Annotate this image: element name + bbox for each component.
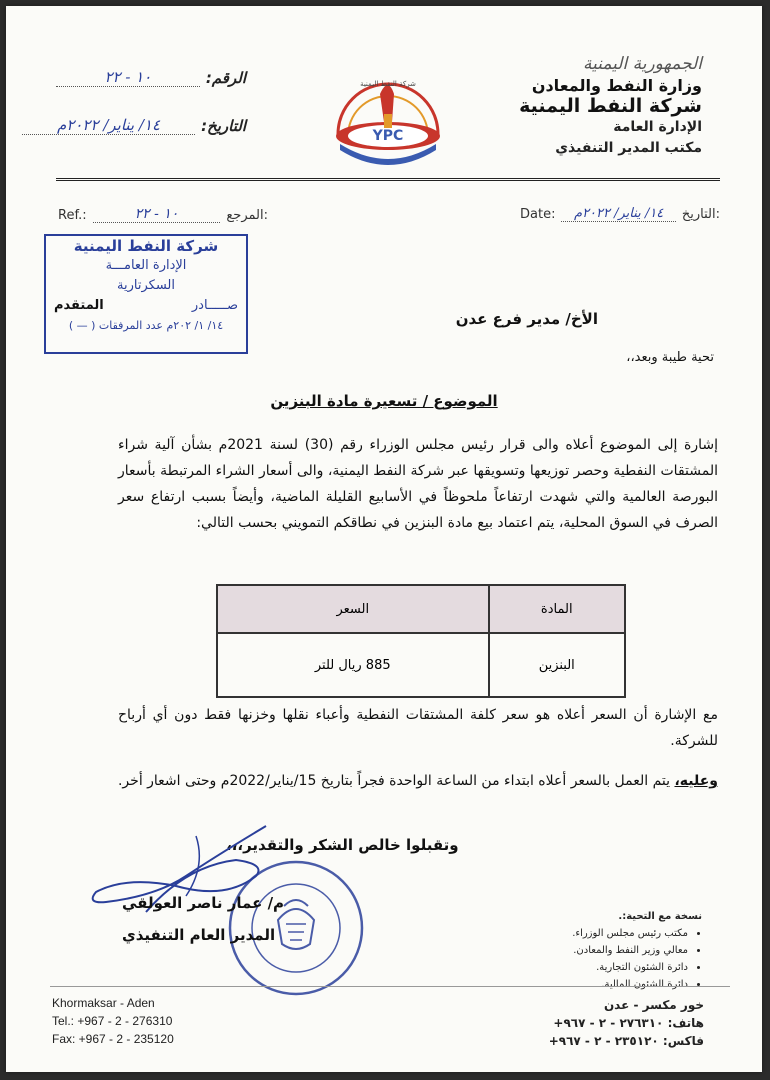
stamp-line-number: المتقدم <box>54 298 104 313</box>
header-ref-value: ١٠ - ٢٢ <box>56 68 200 87</box>
header-divider <box>56 178 720 181</box>
body-paragraph-1: إشارة إلى الموضوع أعلاه والى قرار رئيس مجلس الوزراء رقم (30) لسنة 2021م بشأن آلية شراء المشتقات النفطية وحصر توزيعها وتسويقها عبر شركة النفط اليمنية، والى أسعار الشراء المرتبطة بأسعار البورصة العالمية والتي شهدت ارتفاعاً ملحوظاً في الأسابيع القليلة الماضية، وأيضاً بسبب ارتفاع سعر الصرف في السوق المحلية، يتم اعتماد بيع مادة البنزين في نطاقكم التمويني بحسب التالي: <box>118 437 719 531</box>
footer-address-ar: خور مكسر - عدن <box>603 998 704 1012</box>
republic-title: الجمهورية اليمنية <box>582 54 702 74</box>
list-item: • مكتب رئيس مجلس الوزراء. <box>572 925 688 942</box>
header-date-value: ١٤/ يناير/ ٢٠٢٢م <box>22 116 195 135</box>
list-item: • دائرة الشئون المالية. <box>572 976 688 993</box>
administration-title: الإدارة العامة <box>613 119 702 135</box>
signer-title: المدير العام التنفيذي <box>122 926 276 944</box>
stamp-line-admin: الإدارة العامـــة <box>105 258 187 273</box>
table-header-material: المادة <box>489 585 626 633</box>
header-date-row <box>22 116 246 135</box>
price-table <box>216 584 626 698</box>
header-ref-row <box>56 68 246 87</box>
table-row <box>217 633 625 697</box>
footer-arabic <box>549 996 704 1050</box>
ref-en-label: Ref.: <box>58 208 87 223</box>
table-header-row <box>217 585 625 633</box>
footer-tel-ar: هاتف: ٢٧٦٣١٠ - ٢ - ٩٦٧+ <box>553 1016 704 1030</box>
logo-arc-text: شركة النفط اليمنية <box>360 80 416 88</box>
footer-tel-en: Tel.: +967 - 2 - 276310 <box>52 1014 173 1028</box>
footer-address-en: Khormaksar - Aden <box>52 996 155 1010</box>
date-en-label: Date: <box>520 207 556 222</box>
footer-fax-ar: فاكس: ٢٣٥١٢٠ - ٢ - ٩٦٧+ <box>548 1034 704 1048</box>
ypc-logo <box>318 74 458 184</box>
ministry-title: وزارة النفط والمعادن <box>531 76 702 95</box>
body-paragraph-3-lead: وعليه، <box>674 773 718 789</box>
letterhead-arabic <box>519 54 702 159</box>
closing: وتقبلوا خالص الشكر والتقدير،،، <box>226 836 459 854</box>
date-line <box>520 206 720 222</box>
office-title: مكتب المدير التنفيذي <box>555 140 702 156</box>
stamp-line-outgoing: صـــــادر <box>191 298 238 313</box>
list-item: • دائرة الشئون التجارية. <box>572 959 688 976</box>
logo-text: YPC <box>372 128 404 144</box>
company-title: شركة النفط اليمنية <box>519 95 702 117</box>
header-ref-label: الرقم: <box>205 69 246 87</box>
date-ar-label: التاريخ: <box>681 207 720 222</box>
ref-line <box>58 206 268 223</box>
body-paragraph-3-text: يتم العمل بالسعر أعلاه ابتداء من الساعة الواحدة فجراً بتاريخ 15/يناير/2022م وحتى اشعار أخر. <box>117 773 675 789</box>
ref-value: ١٠ - ٢٢ <box>93 206 221 223</box>
subject: الموضوع / تسعيرة مادة البنزين <box>270 392 498 410</box>
table-cell-material: البنزين <box>489 633 626 697</box>
footer-english <box>52 994 174 1048</box>
addressee: الأخ/ مدير فرع عدن <box>455 310 598 328</box>
stamp-line-secretariat: السكرتارية <box>117 278 175 293</box>
list-item: • معالي وزير النفط والمعادن. <box>572 942 688 959</box>
copies-list <box>572 908 702 993</box>
footer-divider <box>50 986 730 987</box>
table-cell-price: 885 ريال للتر <box>217 633 489 697</box>
stamp-line-date: ١٤/ ١/ ٢٠٢م عدد المرفقات ( — ) <box>68 319 224 332</box>
copies-title: نسخة مع التحية:. <box>618 911 702 922</box>
letter-page <box>6 6 762 1072</box>
table-header-price: السعر <box>217 585 489 633</box>
body-paragraph-3 <box>118 768 718 794</box>
header-date-label: التاريخ: <box>201 117 246 135</box>
secretariat-stamp <box>44 234 248 354</box>
stamp-line-company: شركة النفط اليمنية <box>73 237 219 255</box>
greeting: تحية طيبة وبعد،، <box>626 350 714 365</box>
body-paragraph-2: مع الإشارة أن السعر أعلاه هو سعر كلفة المشتقات النفطية وأعباء نقلها وخزنها فقط دون أي أرباح للشركة. <box>118 707 718 749</box>
ref-ar-label: المرجع: <box>226 208 268 223</box>
signer-name: م/ عمار ناصر العولقي <box>122 894 285 912</box>
date-value: ١٤/ يناير/ ٢٠٢٢م <box>561 206 675 222</box>
footer-fax-en: Fax: +967 - 2 - 235120 <box>52 1032 174 1046</box>
